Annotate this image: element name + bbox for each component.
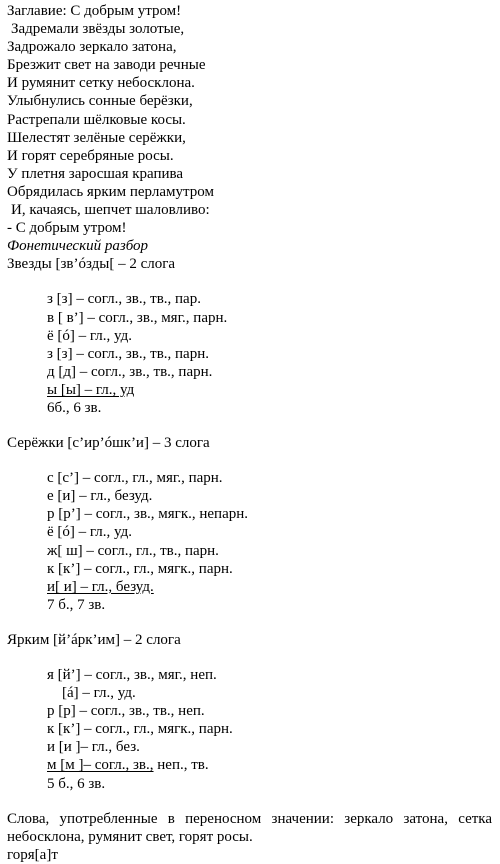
analysis-line: е [и] – гл., безуд. (47, 488, 153, 505)
analysis-line-underlined: ы [ы] – гл., уд (47, 381, 135, 398)
analysis-line: ж[ ш] – согл., гл., тв., парн. (47, 542, 219, 559)
count-line: 6б., 6 зв. (47, 399, 102, 416)
analysis-line: к [к’] – согл., гл., мягк., парн. (47, 560, 233, 577)
analysis-line: ё [ó] – гл., уд. (47, 524, 132, 541)
poem-line: Брезжит свет на заводи речные (7, 57, 206, 74)
analysis-line-tail: неп., тв. (153, 757, 209, 774)
analysis-line: з [з] – согл., зв., тв., пар. (47, 291, 201, 308)
analysis-line-underlined: м [м ]– согл., зв., (47, 757, 154, 774)
poem-line: И румянит сетку небосклона. (7, 75, 195, 92)
analysis-line: в [ в’] – согл., зв., мяг., парн. (47, 309, 228, 326)
analysis-line-underlined: и[ и] – гл., безуд. (47, 578, 154, 595)
poem-line: Задрожало зеркало затона, (7, 39, 177, 56)
count-line: 5 б., 6 зв. (47, 775, 106, 792)
analysis-line: к [к’] – согл., гл., мягк., парн. (47, 721, 233, 738)
analysis-line: и [и ]– гл., без. (47, 739, 140, 756)
count-line: 7 б., 7 зв. (47, 596, 106, 613)
analysis-line: з [з] – согл., зв., тв., парн. (47, 345, 209, 362)
section-heading: Фонетический разбор (7, 238, 149, 255)
analysis-line (7, 756, 500, 774)
poem-line: У плетня заросшая крапива (7, 165, 184, 182)
analysis-line: я [й’] – согл., зв., мяг., неп. (47, 667, 217, 683)
poem-line: Шелестят зелёные серёжки, (7, 129, 186, 146)
poem-line: Растрепали шёлковые косы. (7, 111, 186, 128)
poem-line: Улыбнулись сонные берёзки, (7, 93, 193, 110)
analysis-line: [á] – гл., уд. (62, 685, 136, 702)
poem-line: Задремали звёзды золотые, (11, 21, 185, 38)
analysis-line: ё [ó] – гл., уд. (47, 327, 132, 344)
analysis-line: р [р’] – согл., зв., мягк., непарн. (47, 506, 249, 523)
word-heading: Звезды [зв’óзды[ – 2 слога (7, 256, 176, 273)
analysis-line: с [с’] – согл., гл., мяг., парн. (47, 470, 223, 487)
poem-line: И, качаясь, шепчет шаловливо: (11, 202, 210, 219)
poem-line: Обрядилась ярким перламутром (7, 183, 214, 200)
poem-line: - С добрым утром! (7, 220, 127, 237)
figurative-words-paragraph: Слова, употребленные в переносном значении: зеркало затона, сетка небосклона, румянит свет, горят росы. (7, 810, 492, 845)
analysis-line: р [р] – согл., зв., тв., неп. (47, 703, 205, 720)
final-line: горя[а]т (7, 846, 58, 863)
poem-line: И горят серебряные росы. (7, 147, 174, 164)
title-line: Заглавие: С добрым утром! (7, 3, 182, 19)
analysis-line: д [д] – согл., зв., тв., парн. (47, 363, 213, 380)
word-heading: Серёжки [с’ир’óшк’и] – 3 слога (7, 435, 210, 452)
word-heading: Ярким [й’áрк’им] – 2 слога (7, 631, 181, 648)
